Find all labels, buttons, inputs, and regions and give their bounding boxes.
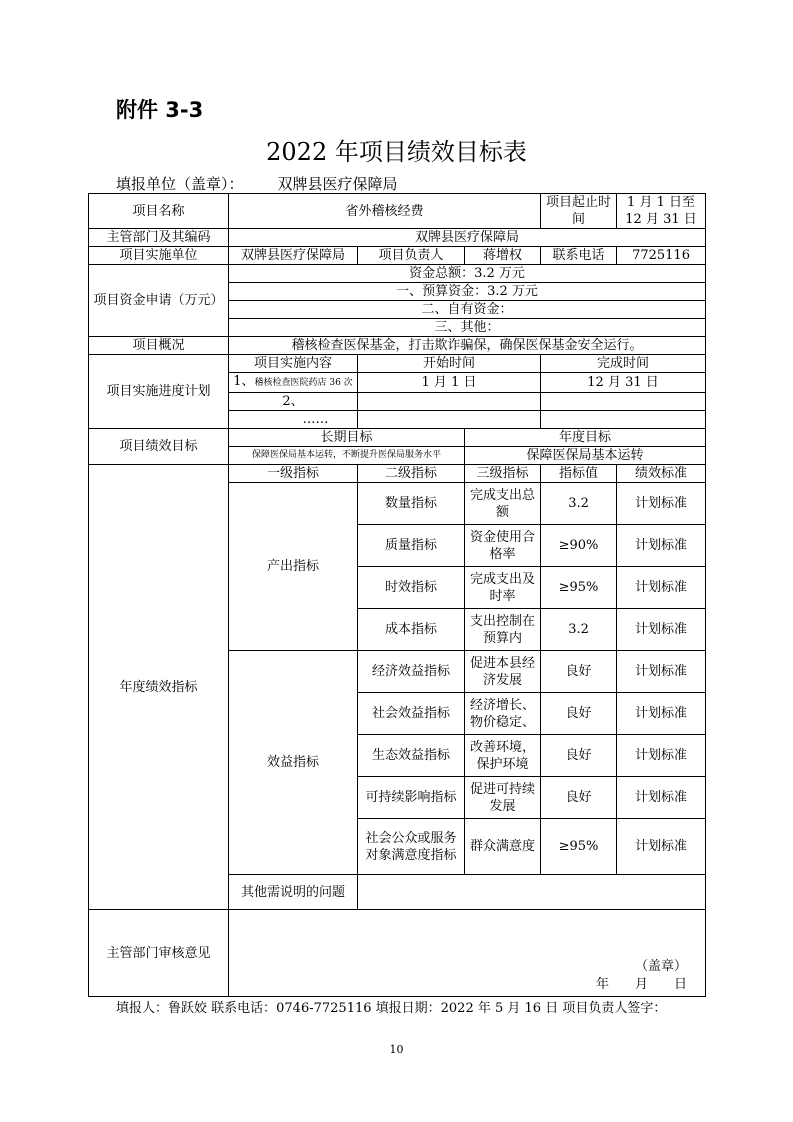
long-goal-value: 保障医保局基本运转，不断提升医保局服务水平 (229, 447, 465, 465)
period-value: 1 月 1 日至 12 月 31 日 (617, 194, 706, 229)
footer-info: 填报人：鲁跃姣 联系电话：0746-7725116 填报日期：2022 年 5 月 16 日 项目负责人签字： (116, 1001, 667, 1016)
other-issues-value (358, 875, 706, 910)
row-dept (89, 229, 706, 247)
indicator-standard: 计划标准 (617, 777, 706, 819)
row-overview (89, 337, 706, 355)
schedule-item-1-end: 12 月 31 日 (541, 373, 706, 393)
schedule-more-end (541, 411, 706, 429)
indicator-value-header: 指标值 (541, 465, 617, 483)
schedule-item-1 (229, 373, 358, 393)
goals-label: 项目绩效目标 (89, 429, 229, 465)
impl-unit-value: 双牌县医疗保障局 (229, 247, 358, 265)
indicator-standard: 计划标准 (617, 651, 706, 693)
indicator-level3: 促进可持续发展 (465, 777, 541, 819)
indicator-standard: 计划标准 (617, 735, 706, 777)
row-impl-unit (89, 247, 706, 265)
indicator-level3: 改善环境，保护环境 (465, 735, 541, 777)
indicator-level2: 成本指标 (358, 609, 465, 651)
schedule-end-header: 完成时间 (541, 355, 706, 373)
row-project-name (89, 194, 706, 229)
other-issues-label: 其他需说明的问题 (229, 875, 358, 910)
indicator-level2: 社会效益指标 (358, 693, 465, 735)
indicator-value: 良好 (541, 735, 617, 777)
overview-text: 稽核检查医保基金，打击欺诈骗保，确保医保基金安全运行。 (229, 337, 706, 355)
indicator-level3-header: 三级指标 (465, 465, 541, 483)
indicator-standard: 计划标准 (617, 819, 706, 875)
indicator-value: 良好 (541, 693, 617, 735)
leader-value: 蒋增权 (465, 247, 541, 265)
schedule-more-start (358, 411, 541, 429)
indicator-level3: 促进本县经济发展 (465, 651, 541, 693)
indicator-level3: 完成支出总额 (465, 483, 541, 525)
indicator-value: 3.2 (541, 483, 617, 525)
indicator-standard: 计划标准 (617, 567, 706, 609)
year-goal-label: 年度目标 (465, 429, 706, 447)
reporting-unit-label: 填报单位（盖章）： (116, 175, 244, 193)
performance-goal-table (88, 193, 706, 997)
dept-value: 双牌县医疗保障局 (229, 229, 706, 247)
indicator-level3: 群众满意度 (465, 819, 541, 875)
indicator-level3: 经济增长、物价稳定、 (465, 693, 541, 735)
indicator-value: 良好 (541, 651, 617, 693)
reporting-unit-value: 双牌县医疗保障局 (277, 175, 398, 193)
schedule-item-1-start: 1 月 1 日 (358, 373, 541, 393)
review-label: 主管部门审核意见 (89, 910, 229, 997)
impl-unit-label: 项目实施单位 (89, 247, 229, 265)
funds-total: 资金总额：3.2 万元 (229, 265, 706, 283)
indicator-value: ≥95% (541, 819, 617, 875)
indicator-standard: 计划标准 (617, 525, 706, 567)
indicator-level3: 完成支出及时率 (465, 567, 541, 609)
indicator-standard: 计划标准 (617, 609, 706, 651)
annual-indicators-label: 年度绩效指标 (89, 465, 229, 910)
schedule-ellipsis: …… (229, 411, 358, 429)
period-label: 项目起止时间 (541, 194, 617, 229)
indicator-level2: 社会公众或服务对象满意度指标 (358, 819, 465, 875)
reporting-unit (116, 173, 398, 194)
year-goal-value: 保障医保局基本运转 (465, 447, 706, 465)
schedule-start-header: 开始时间 (358, 355, 541, 373)
funds-budget: 一、预算资金：3.2 万元 (229, 283, 706, 301)
schedule-content-header: 项目实施内容 (229, 355, 358, 373)
funds-label: 项目资金申请（万元） (89, 265, 229, 337)
indicator-value: 良好 (541, 777, 617, 819)
funds-own: 二、自有资金： (229, 301, 706, 319)
output-indicators-label: 产出指标 (229, 483, 358, 651)
indicator-value: ≥95% (541, 567, 617, 609)
indicator-level2: 经济效益指标 (358, 651, 465, 693)
page-title: 2022 年项目绩效目标表 (266, 138, 527, 166)
long-goal-label: 长期目标 (229, 429, 465, 447)
schedule-item-1-no: 1、 (233, 374, 255, 389)
project-name-value: 省外稽核经费 (229, 194, 541, 229)
page-number: 10 (389, 1043, 404, 1056)
indicator-standard: 计划标准 (617, 693, 706, 735)
indicator-level3: 资金使用合格率 (465, 525, 541, 567)
funds-other: 三、其他： (229, 319, 706, 337)
indicator-level3: 支出控制在预算内 (465, 609, 541, 651)
indicator-value: 3.2 (541, 609, 617, 651)
schedule-item-2-end (541, 393, 706, 411)
leader-label: 项目负责人 (358, 247, 465, 265)
project-name-label: 项目名称 (89, 194, 229, 229)
overview-label: 项目概况 (89, 337, 229, 355)
indicator-level2: 数量指标 (358, 483, 465, 525)
indicator-value: ≥90% (541, 525, 617, 567)
benefit-indicators-label: 效益指标 (229, 651, 358, 875)
indicator-level2: 可持续影响指标 (358, 777, 465, 819)
review-seal: （盖章） (635, 959, 688, 974)
row-indicator-header (89, 465, 706, 483)
indicator-level2-header: 二级指标 (358, 465, 465, 483)
row-goals-header (89, 429, 706, 447)
review-signature (596, 958, 687, 994)
indicator-standard-header: 绩效标准 (617, 465, 706, 483)
schedule-label: 项目实施进度计划 (89, 355, 229, 429)
schedule-item-2: 2、 (229, 393, 358, 411)
indicator-level2: 质量指标 (358, 525, 465, 567)
schedule-item-1-content: 稽核检查医院药店 36 次 (254, 378, 353, 388)
indicator-level2: 时效指标 (358, 567, 465, 609)
phone-value: 7725116 (617, 247, 706, 265)
indicator-level1-header: 一级指标 (229, 465, 358, 483)
indicator-level2: 生态效益指标 (358, 735, 465, 777)
attachment-label: 附件 3-3 (116, 98, 204, 122)
schedule-item-2-start (358, 393, 541, 411)
row-funds-total (89, 265, 706, 283)
review-date: 年 月 日 (596, 977, 688, 992)
row-schedule-header (89, 355, 706, 373)
indicator-standard: 计划标准 (617, 483, 706, 525)
review-area (229, 910, 706, 997)
phone-label: 联系电话 (541, 247, 617, 265)
dept-label: 主管部门及其编码 (89, 229, 229, 247)
row-review (89, 910, 706, 997)
